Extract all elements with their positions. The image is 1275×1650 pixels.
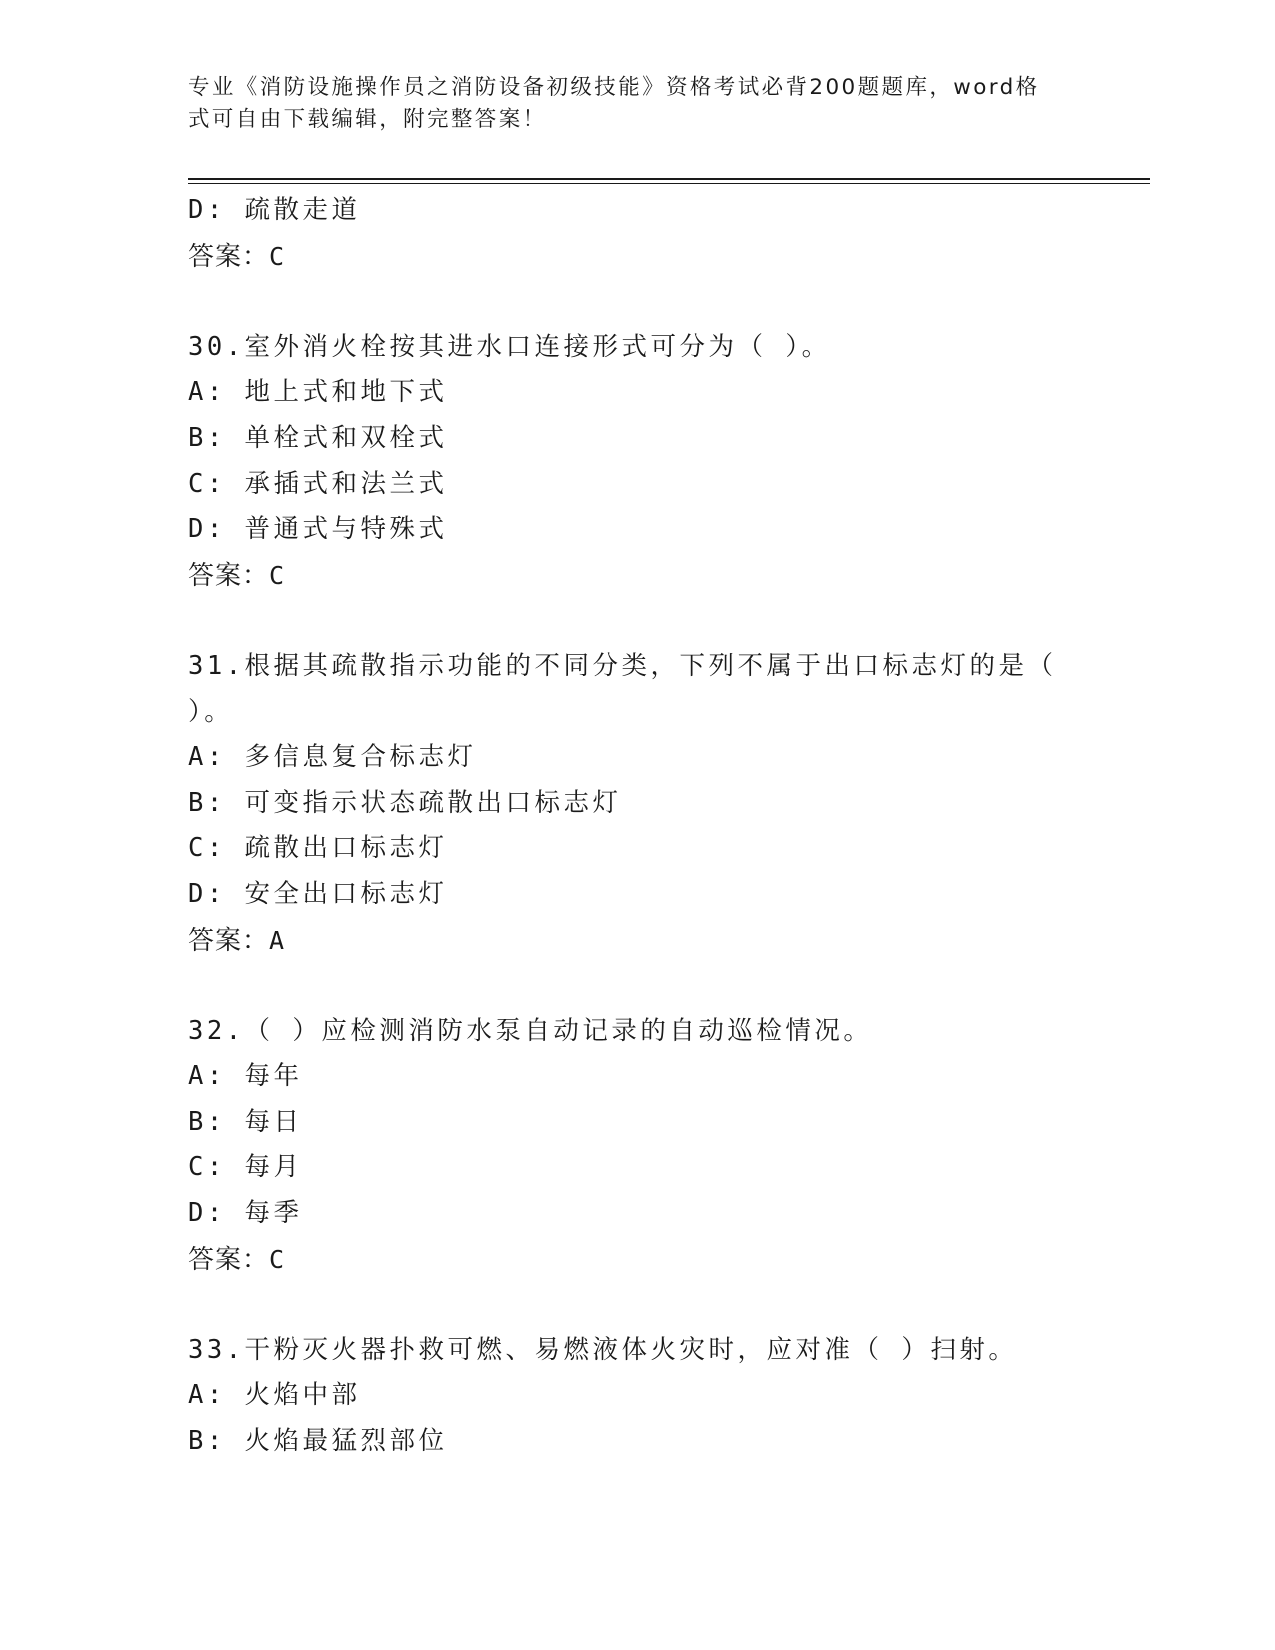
option-d: D: 安全出口标志灯 [188, 878, 448, 909]
option-d: D: 每季 [188, 1198, 303, 1229]
option-c: C: 每月 [188, 1152, 303, 1183]
answer-value: A [269, 925, 286, 955]
answer-value: C [269, 1244, 286, 1274]
option-b: B: 单栓式和双栓式 [188, 422, 448, 453]
answer [188, 918, 1068, 964]
header-line-2: 式可自由下载编辑，附完整答案！ [188, 107, 547, 132]
option-c: C: 疏散出口标志灯 [188, 833, 448, 864]
option-b: B: 可变指示状态疏散出口标志灯 [188, 787, 622, 818]
answer [188, 553, 1068, 599]
question-stem: 30.室外消火栓按其进水口连接形式可分为（ ）。 [188, 331, 831, 362]
question-stem-line-2: ）。 [188, 696, 234, 727]
answer-label: 答案： [188, 1244, 270, 1275]
question-33 [188, 1328, 1068, 1465]
prev-option-d: D: 疏散走道 [188, 195, 361, 225]
answer-value: C [269, 560, 286, 590]
answer [188, 1237, 1068, 1283]
option-c: C: 承插式和法兰式 [188, 468, 448, 499]
question-stem: 32.（ ）应检测消防水泵自动记录的自动巡检情况。 [188, 1015, 873, 1046]
spacer [188, 1282, 1068, 1328]
question-list [188, 188, 1068, 1465]
document-header [188, 72, 1068, 136]
answer-label: 答案： [188, 925, 270, 956]
option-a: A: 火焰中部 [188, 1380, 361, 1411]
question-32 [188, 1009, 1068, 1283]
option-d: D: 普通式与特殊式 [188, 514, 448, 545]
question-30 [188, 325, 1068, 599]
answer-label: 答案： [188, 241, 270, 272]
header-line-1: 专业《消防设施操作员之消防设备初级技能》资格考试必背200题题库，word格 [188, 75, 1040, 100]
question-stem: 33.干粉灭火器扑救可燃、易燃液体火灾时，应对准（ ）扫射。 [188, 1334, 1018, 1365]
spacer [188, 963, 1068, 1009]
option-b: B: 火焰最猛烈部位 [188, 1426, 448, 1457]
option-a: A: 地上式和地下式 [188, 377, 448, 408]
header-divider-thick [188, 178, 1150, 180]
spacer [188, 598, 1068, 644]
header-divider-thin [188, 183, 1150, 184]
spacer [188, 279, 1068, 325]
option-a: A: 多信息复合标志灯 [188, 742, 477, 773]
prev-answer [188, 234, 1068, 280]
answer-label: 答案： [188, 560, 270, 591]
question-stem-line-1: 31.根据其疏散指示功能的不同分类，下列不属于出口标志灯的是（ [188, 650, 1057, 681]
answer-value: C [269, 241, 286, 271]
option-b: B: 每日 [188, 1106, 303, 1137]
option-a: A: 每年 [188, 1061, 303, 1092]
question-31 [188, 644, 1068, 963]
